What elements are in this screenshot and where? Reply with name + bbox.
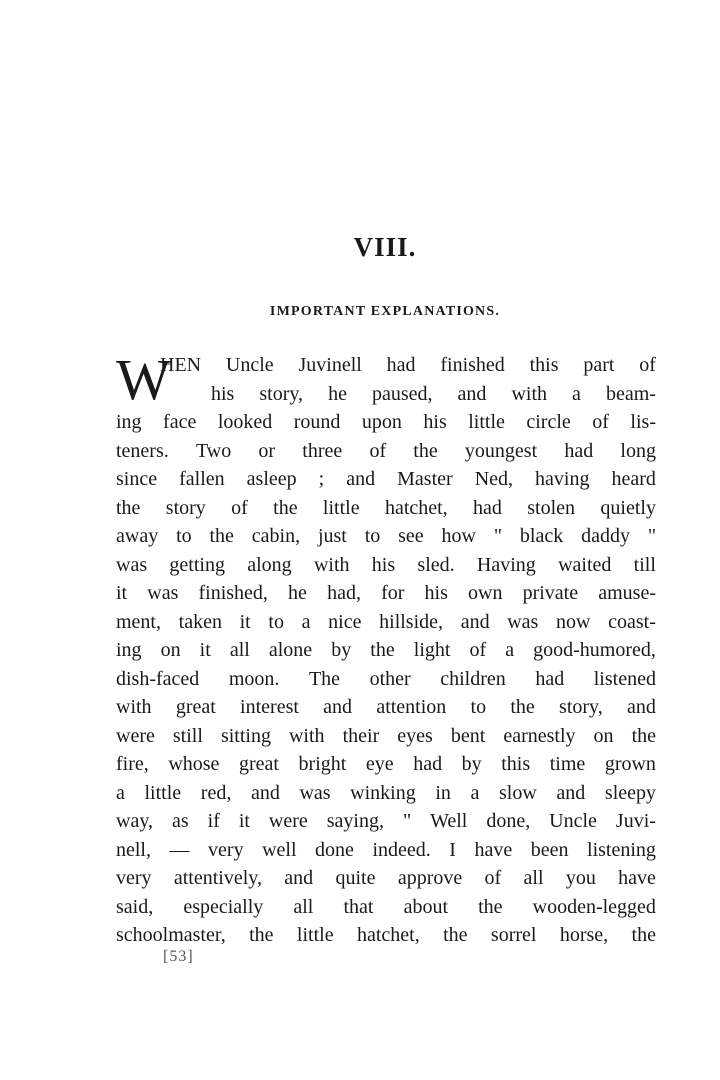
chapter-title: IMPORTANT EXPLANATIONS.	[269, 304, 501, 319]
body-line	[116, 579, 656, 608]
body-line-text: very attentively, and quite approve of all you have	[116, 867, 656, 889]
body-line-text: his story, he paused, and with a beam-	[211, 382, 656, 405]
body-line-text: dish-faced moon. The other children had listened	[116, 667, 656, 690]
chapter-number: VIII.	[353, 232, 417, 262]
body-line	[116, 722, 656, 751]
body-line	[116, 437, 656, 466]
body-line-text: ing on it all alone by the light of a good-humored,	[116, 639, 656, 661]
body-line-text: teners. Two or three of the youngest had long	[116, 439, 656, 462]
body-line-text: ing face looked round upon his little circle of lis-	[116, 411, 656, 433]
body-line	[116, 636, 656, 665]
body-line-text: the story of the little hatchet, had stolen quietly	[116, 496, 656, 519]
body-line-text: were still sitting with their eyes bent earnestly on the	[116, 724, 656, 747]
body-line	[116, 836, 656, 865]
body-line-text: away to the cabin, just to see how " black daddy "	[116, 525, 656, 547]
body-line	[116, 494, 656, 523]
body-line-text: a little red, and was winking in a slow and sleepy	[116, 781, 656, 804]
body-line-text: HEN Uncle Juvinell had finished this part of	[160, 354, 656, 376]
body-line-text: schoolmaster, the little hatchet, the sorrel horse, the	[116, 924, 656, 946]
body-line	[116, 522, 656, 551]
body-line	[116, 750, 656, 779]
body-line-text: nell, — very well done indeed. I have been listening	[116, 838, 656, 861]
body-line	[116, 893, 656, 922]
body-line-text: said, especially all that about the wooden-legged	[116, 895, 656, 918]
body-text	[116, 347, 656, 950]
body-line-text: fire, whose great bright eye had by this time grown	[116, 753, 656, 775]
body-line	[116, 807, 656, 836]
body-line	[116, 465, 656, 494]
body-line-text: was getting along with his sled. Having waited till	[116, 553, 656, 576]
body-line-text: way, as if it were saying, " Well done, Uncle Juvi-	[116, 810, 656, 832]
body-line	[116, 921, 656, 950]
body-line	[116, 380, 656, 409]
body-line-text: since fallen asleep ; and Master Ned, having heard	[116, 468, 656, 490]
body-line-text: it was finished, he had, for his own private amuse-	[116, 582, 656, 604]
drop-cap: W	[116, 347, 171, 412]
body-line	[116, 608, 656, 637]
body-line	[116, 665, 656, 694]
body-line-text: ment, taken it to a nice hillside, and was now coast-	[116, 610, 656, 633]
page-number: [53]	[163, 948, 194, 965]
body-line	[116, 408, 656, 437]
body-line	[116, 693, 656, 722]
body-line	[116, 551, 656, 580]
body-line-text: with great interest and attention to the story, and	[116, 696, 656, 718]
body-line	[116, 779, 656, 808]
body-line	[116, 864, 656, 893]
